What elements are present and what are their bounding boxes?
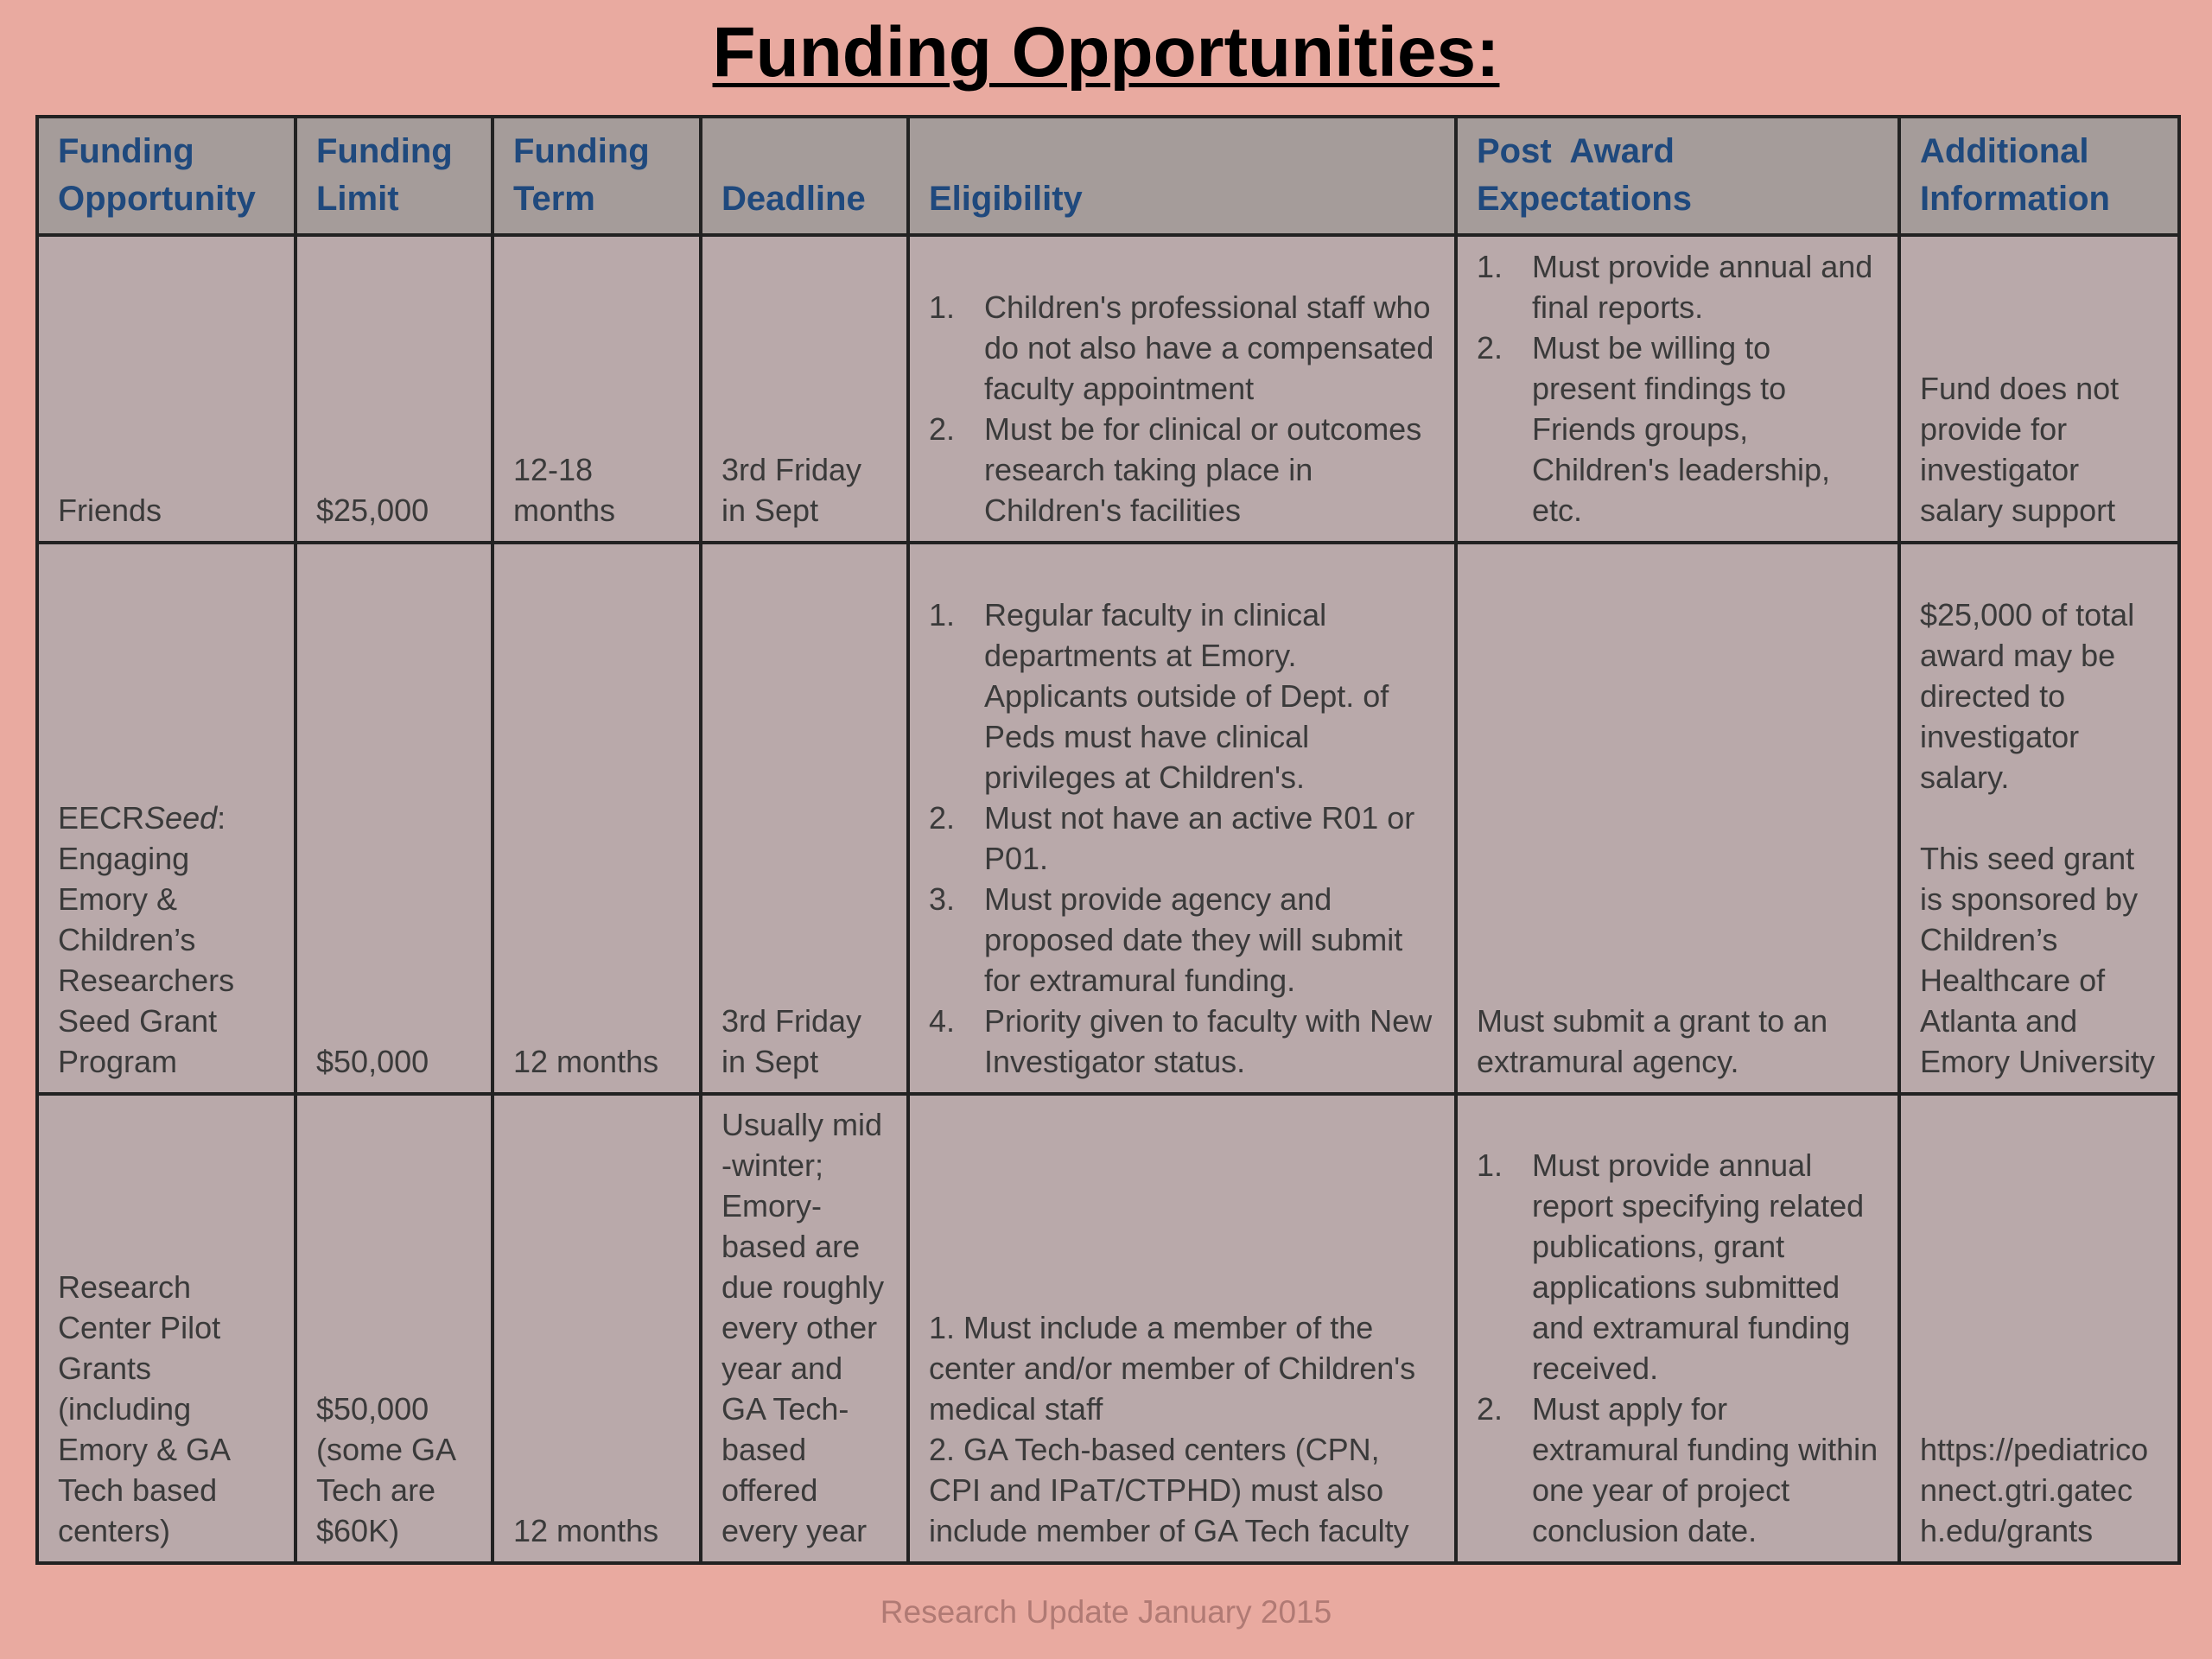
footer-text: Research Update January 2015	[880, 1594, 1332, 1630]
spacer	[1920, 798, 2158, 838]
opportunity-name	[37, 543, 296, 1094]
list-number: 2.	[1477, 330, 1503, 365]
header-eligibility: Eligibility	[908, 117, 1456, 235]
list-text: Must provide agency and proposed date they will submit for extramural funding.	[984, 881, 1403, 998]
page-title-text: Funding Opportunities:	[712, 13, 1500, 92]
list-item	[1477, 1389, 1878, 1551]
list-number: 2.	[1477, 1391, 1503, 1427]
header-post-award-expectations: Post Award Expectations	[1456, 117, 1899, 235]
funding-limit: $50,000	[296, 543, 493, 1094]
list-number: 1.	[1477, 249, 1503, 284]
list-text: Must be for clinical or outcomes research taking place in Children's facilities	[984, 411, 1422, 528]
grants-link[interactable]: https://pediatriconnect.gtri.gatech.edu/grants	[1899, 1094, 2179, 1563]
header-funding-term: Funding Term	[493, 117, 701, 235]
list-text: Regular faculty in clinical departments at Emory. Applicants outside of Dept. of Peds must have clinical privileges at Children's.	[984, 597, 1389, 795]
eligibility-line-1: 1. Must include a member of the center and/or member of Children's medical staff	[929, 1310, 1416, 1427]
funding-table	[35, 115, 2181, 1565]
list-text: Must provide annual report specifying related publications, grant applications submitted and extramural funding received.	[1532, 1147, 1865, 1386]
post-award-list	[1477, 1145, 1878, 1551]
table-row	[37, 235, 2179, 543]
list-item	[1477, 1145, 1878, 1389]
header-deadline: Deadline	[701, 117, 908, 235]
list-number: 1.	[929, 289, 956, 325]
header-funding-opportunity: Funding Opportunity	[37, 117, 296, 235]
funding-limit: $50,000 (some GA Tech are $60K)	[296, 1094, 493, 1563]
table-row	[37, 543, 2179, 1094]
additional-sponsor-note: This seed grant is sponsored by Children’s Healthcare of Atlanta and Emory University	[1920, 841, 2156, 1079]
eligibility	[908, 235, 1456, 543]
list-number: 3.	[929, 881, 956, 917]
eligibility-list	[929, 594, 1435, 1082]
deadline: 3rd Friday in Sept	[701, 235, 908, 543]
table-row	[37, 1094, 2179, 1563]
eligibility	[908, 543, 1456, 1094]
funding-term: 12 months	[493, 1094, 701, 1563]
deadline: 3rd Friday in Sept	[701, 543, 908, 1094]
name-prefix: EECR	[58, 800, 145, 836]
header-additional-information: Additional Information	[1899, 117, 2179, 235]
additional-information: Fund does not provide for investigator salary support	[1899, 235, 2179, 543]
list-text: Children's professional staff who do not also have a compensated faculty appointment	[984, 289, 1434, 406]
list-item	[929, 287, 1435, 409]
list-item	[929, 594, 1435, 798]
funding-term: 12-18 months	[493, 235, 701, 543]
additional-information	[1899, 543, 2179, 1094]
post-award-expectations: Must submit a grant to an extramural agency.	[1456, 543, 1899, 1094]
post-award-expectations	[1456, 235, 1899, 543]
list-number: 2.	[929, 411, 956, 447]
list-text: Must not have an active R01 or P01.	[984, 800, 1415, 876]
list-text: Must provide annual and final reports.	[1532, 249, 1873, 325]
list-text: Must be willing to present findings to Friends groups, Children's leadership, etc.	[1532, 330, 1831, 528]
list-item	[1477, 327, 1878, 531]
list-item	[1477, 246, 1878, 327]
list-text: Must apply for extramural funding within one year of project conclusion date.	[1532, 1391, 1878, 1548]
list-item	[929, 798, 1435, 879]
funding-term: 12 months	[493, 543, 701, 1094]
name-italic: Seed	[144, 800, 218, 836]
list-text: Priority given to faculty with New Investigator status.	[984, 1003, 1433, 1079]
opportunity-name: Friends	[37, 235, 296, 543]
funding-limit: $25,000	[296, 235, 493, 543]
page-title	[0, 5, 2212, 100]
post-award-list	[1477, 246, 1878, 531]
header-row	[37, 117, 2179, 235]
eligibility-list	[929, 287, 1435, 531]
list-number: 1.	[1477, 1147, 1503, 1183]
list-item	[929, 879, 1435, 1001]
eligibility-line-2: 2. GA Tech-based centers (CPN, CPI and IPaT/CTPHD) must also include member of GA Tech faculty	[929, 1432, 1409, 1548]
deadline: Usually mid -winter; Emory-based are due roughly every other year and GA Tech-based offered every year	[701, 1094, 908, 1563]
eligibility	[908, 1094, 1456, 1563]
list-item	[929, 1001, 1435, 1082]
post-award-expectations	[1456, 1094, 1899, 1563]
name-suffix: : Engaging Emory & Children’s Researchers Seed Grant Program	[58, 800, 235, 1079]
list-item	[929, 409, 1435, 531]
header-funding-limit: Funding Limit	[296, 117, 493, 235]
additional-salary-note: $25,000 of total award may be directed to investigator salary.	[1920, 597, 2135, 795]
list-number: 4.	[929, 1003, 956, 1039]
list-number: 2.	[929, 800, 956, 836]
opportunity-name: Research Center Pilot Grants (including Emory & GA Tech based centers)	[37, 1094, 296, 1563]
list-number: 1.	[929, 597, 956, 632]
